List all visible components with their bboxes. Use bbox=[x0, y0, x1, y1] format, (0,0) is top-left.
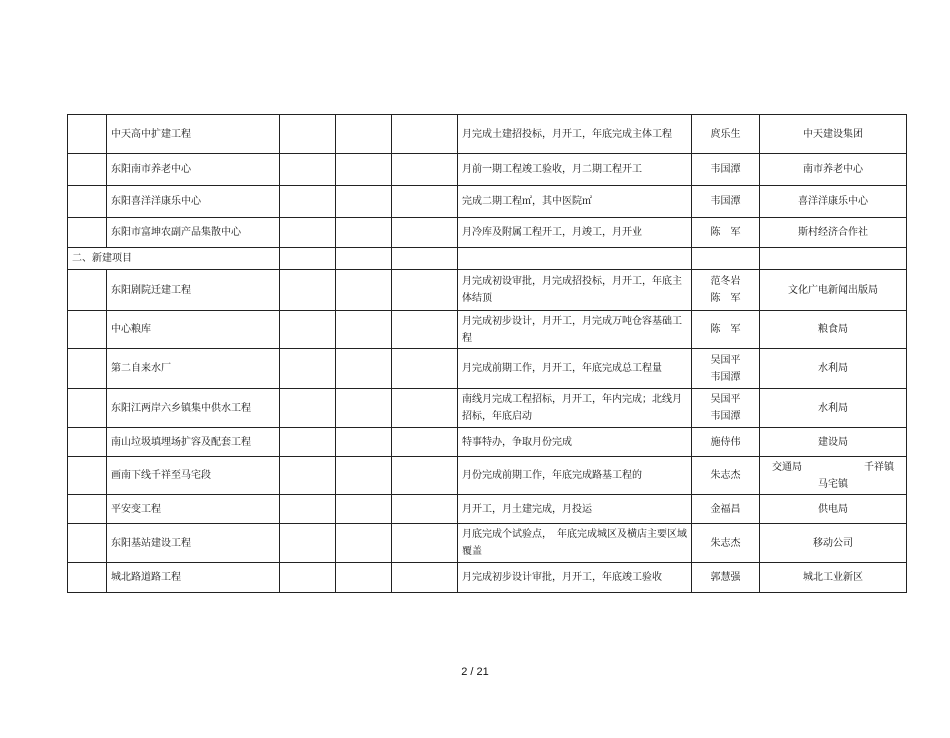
empty-cell bbox=[392, 563, 458, 593]
section-row bbox=[68, 248, 907, 270]
progress-target: 月份完成前期工作，年底完成路基工程的 bbox=[458, 457, 692, 495]
empty-cell bbox=[760, 248, 907, 270]
person-line: 吴国平 bbox=[710, 354, 741, 366]
progress-target: 南线月完成工程招标，月开工，年内完成；北线月招标，年底启动 bbox=[458, 389, 692, 428]
empty-cell bbox=[280, 154, 336, 186]
responsible-person: 陈 军 bbox=[692, 218, 760, 248]
responsible-unit: 南市养老中心 bbox=[760, 154, 907, 186]
project-name: 东阳基站建设工程 bbox=[107, 524, 280, 563]
section-title: 二、新建项目 bbox=[68, 248, 280, 270]
empty-cell bbox=[392, 311, 458, 349]
responsible-unit: 文化广电新闻出版局 bbox=[760, 270, 907, 311]
empty-cell bbox=[336, 115, 392, 154]
project-name: 南山垃圾填埋场扩容及配套工程 bbox=[107, 428, 280, 457]
empty-cell bbox=[392, 218, 458, 248]
responsible-unit: 建设局 bbox=[760, 428, 907, 457]
empty-cell bbox=[336, 186, 392, 218]
progress-target: 月底完成个试验点， 年底完成城区及横店主要区域覆盖 bbox=[458, 524, 692, 563]
responsible-person: 陈 军 bbox=[692, 311, 760, 349]
responsible-unit: 水利局 bbox=[760, 389, 907, 428]
unit-right: 千祥镇 bbox=[864, 461, 894, 473]
responsible-person bbox=[692, 349, 760, 389]
empty-cell bbox=[280, 218, 336, 248]
progress-target: 月完成初设审批，月完成招投标，月开工，年底主体结顶 bbox=[458, 270, 692, 311]
progress-target: 月完成前期工作，月开工，年底完成总工程量 bbox=[458, 349, 692, 389]
responsible-person: 朱志杰 bbox=[692, 457, 760, 495]
responsible-unit: 水利局 bbox=[760, 349, 907, 389]
empty-cell bbox=[280, 349, 336, 389]
progress-target: 月开工，月土建完成，月投运 bbox=[458, 495, 692, 524]
project-name: 画南下线千祥至马宅段 bbox=[107, 457, 280, 495]
progress-target: 月冷库及附属工程开工，月竣工，月开业 bbox=[458, 218, 692, 248]
empty-cell bbox=[336, 154, 392, 186]
empty-cell bbox=[280, 115, 336, 154]
index-cell bbox=[68, 428, 107, 457]
empty-cell bbox=[336, 270, 392, 311]
index-cell bbox=[68, 186, 107, 218]
project-name: 东阳南市养老中心 bbox=[107, 154, 280, 186]
empty-cell bbox=[392, 495, 458, 524]
empty-cell bbox=[336, 248, 392, 270]
progress-target: 完成二期工程㎡，其中医院㎡ bbox=[458, 186, 692, 218]
project-name: 东阳剧院迁建工程 bbox=[107, 270, 280, 311]
progress-target: 特事特办，争取月份完成 bbox=[458, 428, 692, 457]
person-line: 范冬岩 bbox=[710, 276, 741, 287]
empty-cell bbox=[692, 248, 760, 270]
empty-cell bbox=[280, 270, 336, 311]
responsible-unit: 供电局 bbox=[760, 495, 907, 524]
index-cell bbox=[68, 495, 107, 524]
empty-cell bbox=[336, 563, 392, 593]
empty-cell bbox=[280, 311, 336, 349]
table-row bbox=[68, 186, 907, 218]
table-row bbox=[68, 218, 907, 248]
table-row bbox=[68, 115, 907, 154]
empty-cell bbox=[336, 389, 392, 428]
empty-cell bbox=[280, 248, 336, 270]
index-cell bbox=[68, 457, 107, 495]
project-plan-table bbox=[67, 114, 907, 593]
progress-target: 月完成土建招投标，月开工，年底完成主体工程 bbox=[458, 115, 692, 154]
responsible-person: 庹乐生 bbox=[692, 115, 760, 154]
empty-cell bbox=[392, 428, 458, 457]
index-cell bbox=[68, 524, 107, 563]
empty-cell bbox=[280, 563, 336, 593]
responsible-person: 郭慧强 bbox=[692, 563, 760, 593]
empty-cell bbox=[392, 248, 458, 270]
responsible-person: 韦国潭 bbox=[692, 186, 760, 218]
empty-cell bbox=[392, 524, 458, 563]
empty-cell bbox=[392, 115, 458, 154]
responsible-person: 韦国潭 bbox=[692, 154, 760, 186]
table-row bbox=[68, 563, 907, 593]
table-row bbox=[68, 495, 907, 524]
responsible-unit: 中天建设集团 bbox=[760, 115, 907, 154]
empty-cell bbox=[280, 457, 336, 495]
person-line: 韦国潭 bbox=[710, 371, 741, 383]
responsible-unit: 斯村经济合作社 bbox=[760, 218, 907, 248]
index-cell bbox=[68, 218, 107, 248]
project-name: 东阳市富坤农副产品集散中心 bbox=[107, 218, 280, 248]
table-row bbox=[68, 524, 907, 563]
responsible-unit: 粮食局 bbox=[760, 311, 907, 349]
empty-cell bbox=[392, 457, 458, 495]
table-row bbox=[68, 389, 907, 428]
project-name: 东阳喜洋洋康乐中心 bbox=[107, 186, 280, 218]
project-name: 平安变工程 bbox=[107, 495, 280, 524]
empty-cell bbox=[280, 186, 336, 218]
index-cell bbox=[68, 115, 107, 154]
progress-target: 月完成初步设计审批，月开工，年底竣工验收 bbox=[458, 563, 692, 593]
responsible-unit: 城北工业新区 bbox=[760, 563, 907, 593]
person-line: 吴国平 bbox=[710, 394, 741, 405]
empty-cell bbox=[336, 457, 392, 495]
project-name: 东阳江两岸六乡镇集中供水工程 bbox=[107, 389, 280, 428]
empty-cell bbox=[458, 248, 692, 270]
empty-cell bbox=[336, 349, 392, 389]
unit-line2: 马宅镇 bbox=[818, 478, 848, 490]
index-cell bbox=[68, 154, 107, 186]
responsible-unit: 移动公司 bbox=[760, 524, 907, 563]
empty-cell bbox=[392, 270, 458, 311]
empty-cell bbox=[336, 428, 392, 457]
responsible-unit bbox=[760, 457, 907, 495]
person-line: 韦国潭 bbox=[710, 411, 741, 422]
project-name: 城北路道路工程 bbox=[107, 563, 280, 593]
empty-cell bbox=[280, 389, 336, 428]
responsible-person: 朱志杰 bbox=[692, 524, 760, 563]
project-name: 中天高中扩建工程 bbox=[107, 115, 280, 154]
empty-cell bbox=[280, 428, 336, 457]
page-number: 2 / 21 bbox=[461, 666, 489, 678]
empty-cell bbox=[392, 389, 458, 428]
empty-cell bbox=[280, 495, 336, 524]
project-name: 第二自来水厂 bbox=[107, 349, 280, 389]
responsible-person: 施侍伟 bbox=[692, 428, 760, 457]
empty-cell bbox=[392, 186, 458, 218]
table-row bbox=[68, 270, 907, 311]
unit-left: 交通局 bbox=[772, 461, 802, 473]
responsible-person: 金福昌 bbox=[692, 495, 760, 524]
table-row bbox=[68, 154, 907, 186]
empty-cell bbox=[336, 311, 392, 349]
index-cell bbox=[68, 349, 107, 389]
progress-target: 月完成初步设计，月开工，月完成万吨仓容基础工程 bbox=[458, 311, 692, 349]
empty-cell bbox=[336, 495, 392, 524]
table-row bbox=[68, 457, 907, 495]
empty-cell bbox=[392, 349, 458, 389]
index-cell bbox=[68, 270, 107, 311]
responsible-person bbox=[692, 270, 760, 311]
empty-cell bbox=[336, 524, 392, 563]
empty-cell bbox=[392, 154, 458, 186]
progress-target: 月前一期工程竣工验收，月二期工程开工 bbox=[458, 154, 692, 186]
person-line: 陈 军 bbox=[710, 293, 741, 304]
responsible-unit: 喜洋洋康乐中心 bbox=[760, 186, 907, 218]
project-name: 中心粮库 bbox=[107, 311, 280, 349]
responsible-person bbox=[692, 389, 760, 428]
empty-cell bbox=[336, 218, 392, 248]
index-cell bbox=[68, 563, 107, 593]
table-row bbox=[68, 349, 907, 389]
index-cell bbox=[68, 389, 107, 428]
table-row bbox=[68, 311, 907, 349]
table-row bbox=[68, 428, 907, 457]
empty-cell bbox=[280, 524, 336, 563]
index-cell bbox=[68, 311, 107, 349]
